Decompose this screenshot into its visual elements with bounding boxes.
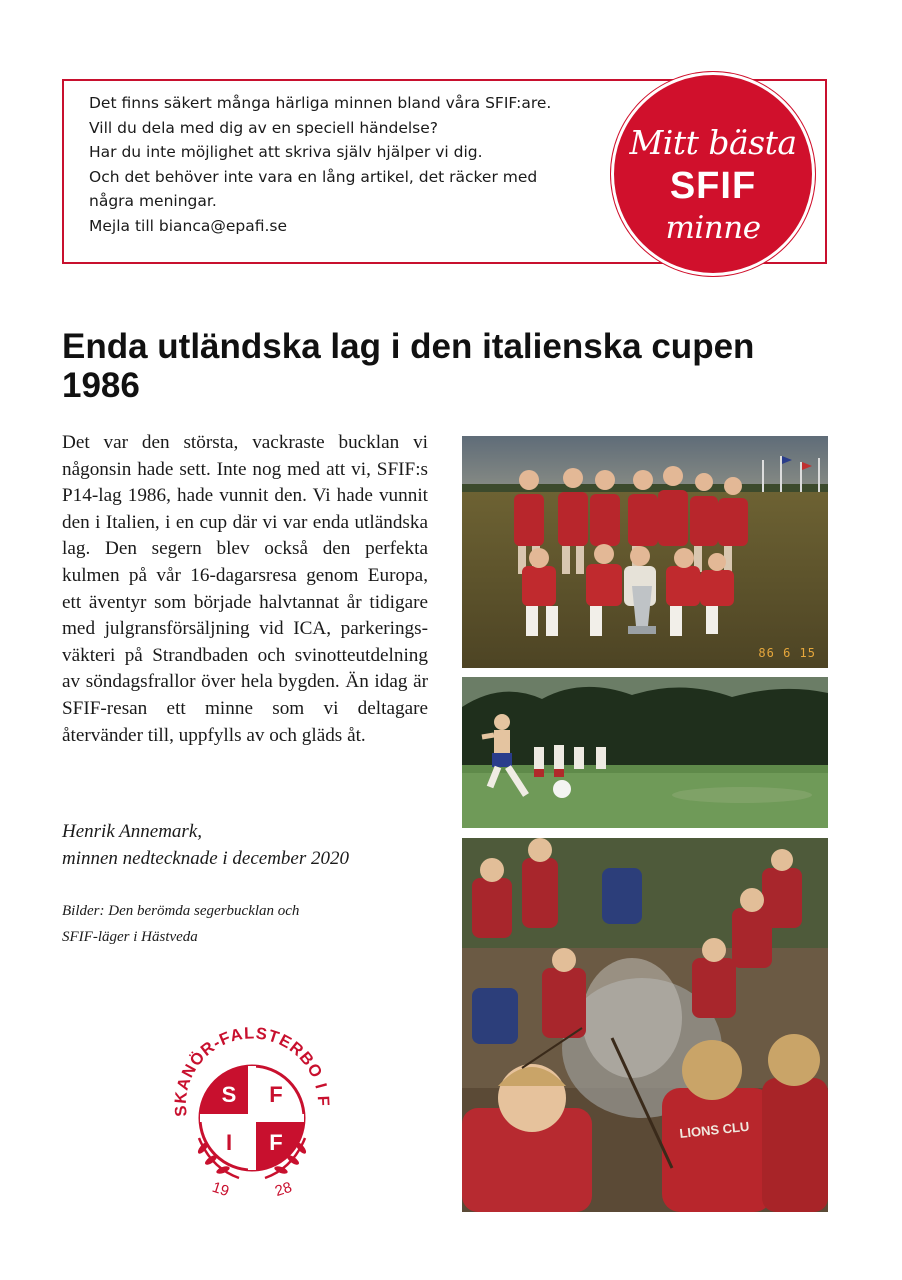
logo-letter-s: S [221, 1082, 237, 1107]
info-line: Vill du dela med dig av en speciell händelse? [89, 118, 439, 137]
badge-line-3: minne [665, 210, 761, 246]
logo-ring-text: SKANÖR-FALSTERBO I F [171, 1024, 333, 1118]
logo-year-right: 28 [272, 1178, 295, 1200]
mitt-basta-minne-badge [611, 72, 815, 276]
byline-name: Henrik Annemark, [62, 821, 203, 842]
info-text [89, 91, 551, 239]
info-line: några meningar. [89, 192, 217, 211]
info-line: Det finns säkert många härliga minnen bland våra SFIF:are. [89, 94, 552, 112]
badge-line-1: Mitt bästa [629, 123, 797, 162]
info-line-email: Mejla till bianca@epafi.se [89, 216, 288, 235]
svg-text:LIONS CLU: LIONS CLU [678, 1118, 750, 1141]
info-line: Och det behöver inte vara en lång artikel, det räcker med [89, 167, 538, 186]
team-photo [462, 436, 828, 668]
club-logo [159, 1018, 345, 1200]
photo-datestamp: 86 6 15 [758, 646, 816, 660]
byline-note: minnen nedtecknade i december 2020 [62, 848, 350, 869]
kick-photo [462, 677, 828, 828]
caption-line-1: Bilder: Den berömda segerbucklan och [62, 903, 300, 919]
logo-letter-f2: F [269, 1130, 283, 1155]
caption-line-2: SFIF-läger i Hästveda [62, 929, 198, 945]
article-headline: Enda utländska lag i den italienska cupen 1986 [62, 327, 755, 405]
logo-year-left: 19 [209, 1178, 232, 1200]
campfire-photo [462, 838, 828, 1212]
info-line: Har du inte möjlighet att skriva själv hjälper vi dig. [89, 143, 483, 162]
logo-letter-i: I [225, 1130, 233, 1155]
article-body: Det var den största, vackraste bucklan vi någonsin hade sett. Inte nog med att vi, SFIF:s P14-lag 1986, hade vunnit den. Vi hade vunnit den i Italien, i en cup där vi var enda utländska lag. Den segern blev också den perfekta kulmen på vår 16-dagarsresa genom Europa, ett äventyr som började halvtannat år tidigare med julgransförsäljning vid ICA, parkeringsväkteri på Strandbaden och svinotteutdelning av söndagsfrallor över hela bygden. Än idag är SFIF-resan ett minne som vi deltagare återvänder till, uppfylls av och gläds åt. [62, 432, 428, 746]
byline [62, 818, 349, 872]
photo-caption [62, 898, 299, 950]
badge-line-2: SFIF [669, 165, 757, 207]
logo-letter-f1: F [269, 1082, 283, 1107]
